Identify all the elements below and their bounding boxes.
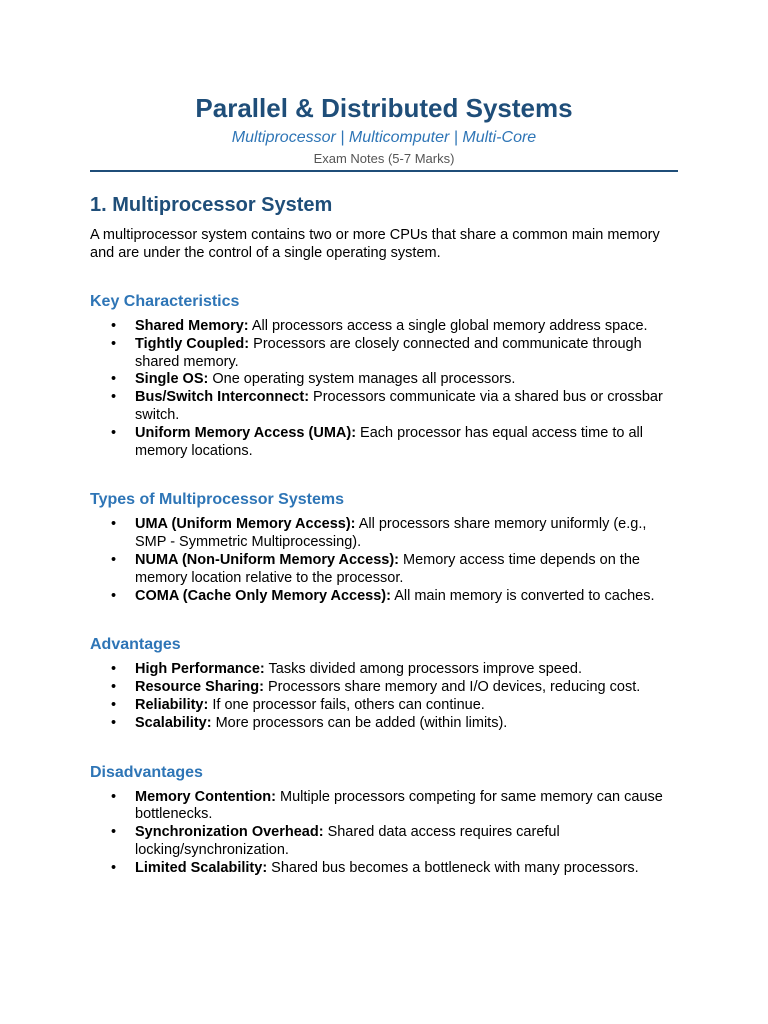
item-term: Tightly Coupled:	[135, 335, 250, 352]
item-text: Each processor has equal access time to all memory locations.	[135, 424, 643, 459]
types-heading: Types of Multiprocessor Systems	[90, 491, 344, 509]
item-text: Shared bus becomes a bottleneck with many processors.	[267, 859, 639, 876]
list-item	[90, 336, 678, 372]
item-text: Tasks divided among processors improve speed.	[264, 661, 583, 678]
advantages-heading: Advantages	[90, 636, 181, 654]
list-item	[90, 516, 678, 552]
document-title: Parallel & Distributed Systems	[195, 93, 573, 123]
disadvantages-heading: Disadvantages	[90, 763, 203, 781]
item-term: Reliability:	[135, 696, 209, 713]
list-item	[90, 661, 678, 679]
bullet-icon: •	[111, 824, 117, 841]
item-term: Scalability:	[135, 714, 212, 731]
bullet-icon: •	[111, 679, 117, 696]
bullet-icon: •	[111, 389, 117, 406]
item-text: One operating system manages all processors.	[208, 371, 516, 388]
item-term: Synchronization Overhead:	[135, 824, 324, 841]
list-item	[90, 588, 678, 606]
item-term: Resource Sharing:	[135, 679, 264, 696]
item-term: COMA (Cache Only Memory Access):	[135, 587, 391, 604]
bullet-icon: •	[111, 371, 117, 388]
item-text: If one processor fails, others can continue.	[208, 696, 485, 713]
bullet-icon: •	[111, 788, 117, 805]
advantages-block	[90, 635, 678, 732]
item-text: Multiple processors competing for same memory can cause bottlenecks.	[135, 788, 663, 823]
document-page	[90, 0, 678, 878]
item-text: More processors can be added (within limits).	[211, 714, 508, 731]
list-item	[90, 389, 678, 425]
list-item	[90, 679, 678, 697]
list-item	[90, 552, 678, 588]
disadvantages-list	[90, 789, 678, 878]
item-text: All processors share memory uniformly (e.g., SMP - Symmetric Multiprocessing).	[135, 516, 647, 551]
key-characteristics-list	[90, 318, 678, 460]
item-text: All processors access a single global memory address space.	[248, 318, 648, 334]
bullet-icon: •	[111, 714, 117, 731]
item-term: UMA (Uniform Memory Access):	[135, 516, 356, 533]
item-term: Shared Memory:	[135, 318, 249, 334]
document-header	[90, 0, 678, 172]
types-block	[90, 490, 678, 605]
document-meta: Exam Notes (5-7 Marks)	[313, 151, 455, 166]
section-heading: 1. Multiprocessor System	[90, 194, 333, 216]
item-term: Memory Contention:	[135, 788, 276, 805]
section-intro: A multiprocessor system contains two or more CPUs that share a common main memory and are under the control of a single operating system.	[90, 227, 660, 261]
list-item	[90, 697, 678, 715]
item-term: Uniform Memory Access (UMA):	[135, 424, 357, 441]
bullet-icon: •	[111, 335, 117, 352]
bullet-icon: •	[111, 318, 117, 334]
list-item	[90, 371, 678, 389]
bullet-icon: •	[111, 859, 117, 876]
item-text: Shared data access requires careful locking/synchronization.	[135, 824, 560, 858]
bullet-icon: •	[111, 661, 117, 678]
item-term: NUMA (Non-Uniform Memory Access):	[135, 551, 399, 568]
bullet-icon: •	[111, 587, 117, 604]
advantages-list	[90, 661, 678, 732]
bullet-icon: •	[111, 696, 117, 713]
key-characteristics-heading: Key Characteristics	[90, 293, 240, 310]
item-term: Single OS:	[135, 371, 209, 388]
bullet-icon: •	[111, 424, 117, 441]
list-item	[90, 318, 678, 336]
title-divider	[90, 170, 678, 172]
item-text: Memory access time depends on the memory location relative to the processor.	[135, 551, 640, 586]
disadvantages-block	[90, 763, 678, 878]
item-text: Processors are closely connected and communicate through shared memory.	[135, 335, 642, 370]
item-text: Processors share memory and I/O devices, reducing cost.	[263, 679, 641, 696]
item-text: Processors communicate via a shared bus or crossbar switch.	[135, 389, 663, 423]
item-term: High Performance:	[135, 661, 265, 678]
item-term: Bus/Switch Interconnect:	[135, 389, 310, 406]
list-item	[90, 789, 678, 825]
list-item	[90, 715, 678, 733]
document-subtitle: Multiprocessor | Multicomputer | Multi-Core	[231, 129, 537, 146]
bullet-icon: •	[111, 516, 117, 533]
list-item	[90, 425, 678, 461]
list-item	[90, 860, 678, 878]
item-text: All main memory is converted to caches.	[390, 587, 655, 604]
list-item	[90, 824, 678, 860]
item-term: Limited Scalability:	[135, 859, 268, 876]
bullet-icon: •	[111, 551, 117, 568]
key-characteristics-block	[90, 292, 678, 460]
types-list	[90, 516, 678, 605]
